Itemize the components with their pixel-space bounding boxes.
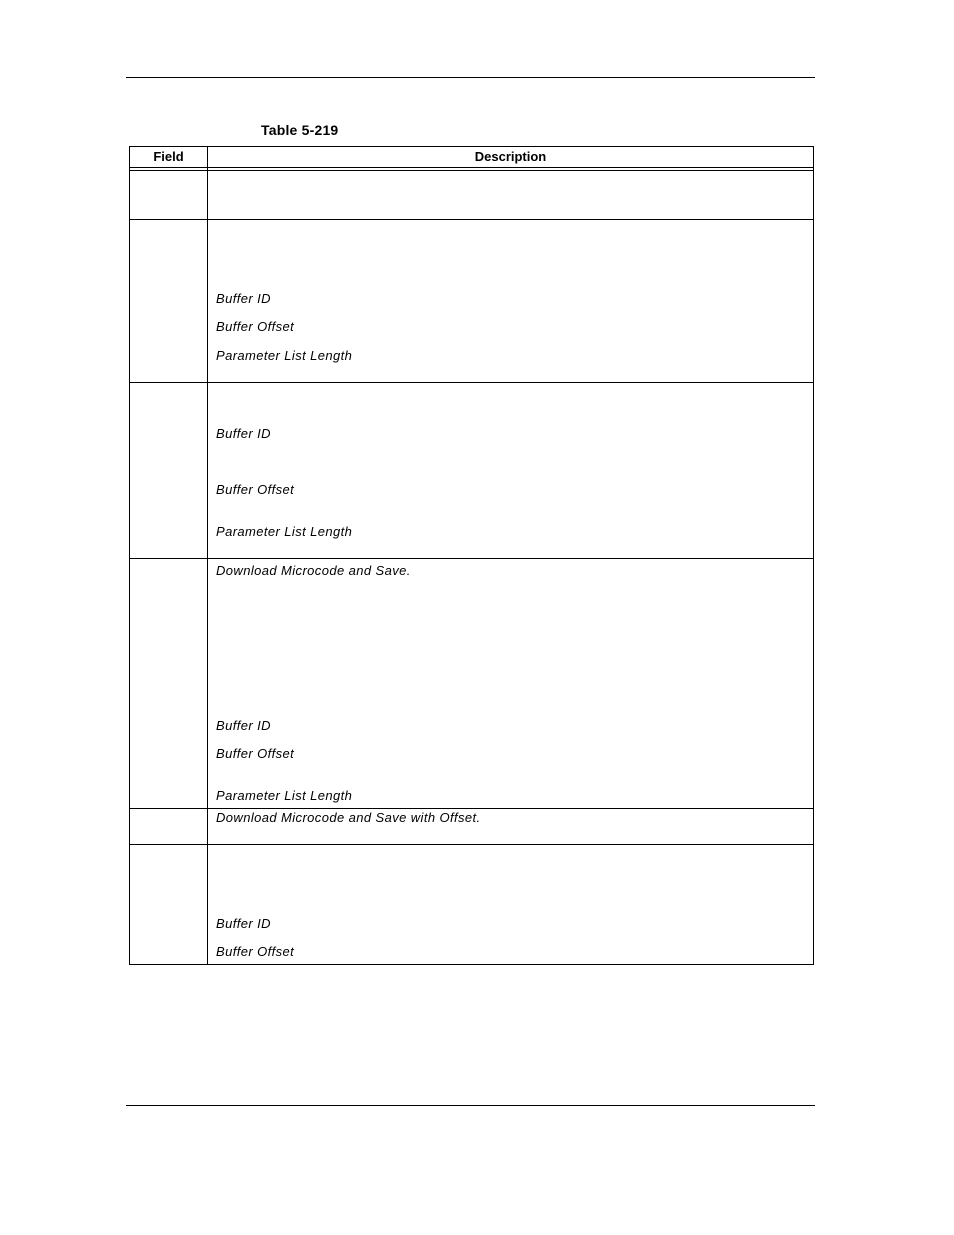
row-divider (130, 808, 813, 809)
row3-parameter-list-length: Parameter List Length (216, 524, 353, 539)
row4-parameter-list-length: Parameter List Length (216, 788, 353, 803)
field-description-table (129, 146, 814, 965)
table-caption: Table 5-219 (261, 122, 339, 138)
footer-rule (126, 1105, 815, 1106)
column-divider (207, 147, 208, 964)
row6-buffer-id: Buffer ID (216, 916, 271, 931)
row-divider (130, 844, 813, 845)
row2-parameter-list-length: Parameter List Length (216, 348, 353, 363)
row4-mode-title: Download Microcode and Save. (216, 563, 411, 578)
row2-buffer-id: Buffer ID (216, 291, 271, 306)
row6-buffer-offset: Buffer Offset (216, 944, 295, 959)
row3-buffer-offset: Buffer Offset (216, 482, 295, 497)
header-divider-double (130, 170, 813, 171)
header-divider (130, 167, 813, 168)
row2-buffer-offset: Buffer Offset (216, 319, 295, 334)
row4-buffer-id: Buffer ID (216, 718, 271, 733)
header-description: Description (474, 149, 547, 164)
row3-buffer-id: Buffer ID (216, 426, 271, 441)
row-divider (130, 382, 813, 383)
row-divider (130, 219, 813, 220)
row-divider (130, 558, 813, 559)
row5-mode-title: Download Microcode and Save with Offset. (216, 810, 481, 825)
header-field: Field (153, 149, 184, 164)
row4-buffer-offset: Buffer Offset (216, 746, 295, 761)
header-rule (126, 77, 815, 78)
